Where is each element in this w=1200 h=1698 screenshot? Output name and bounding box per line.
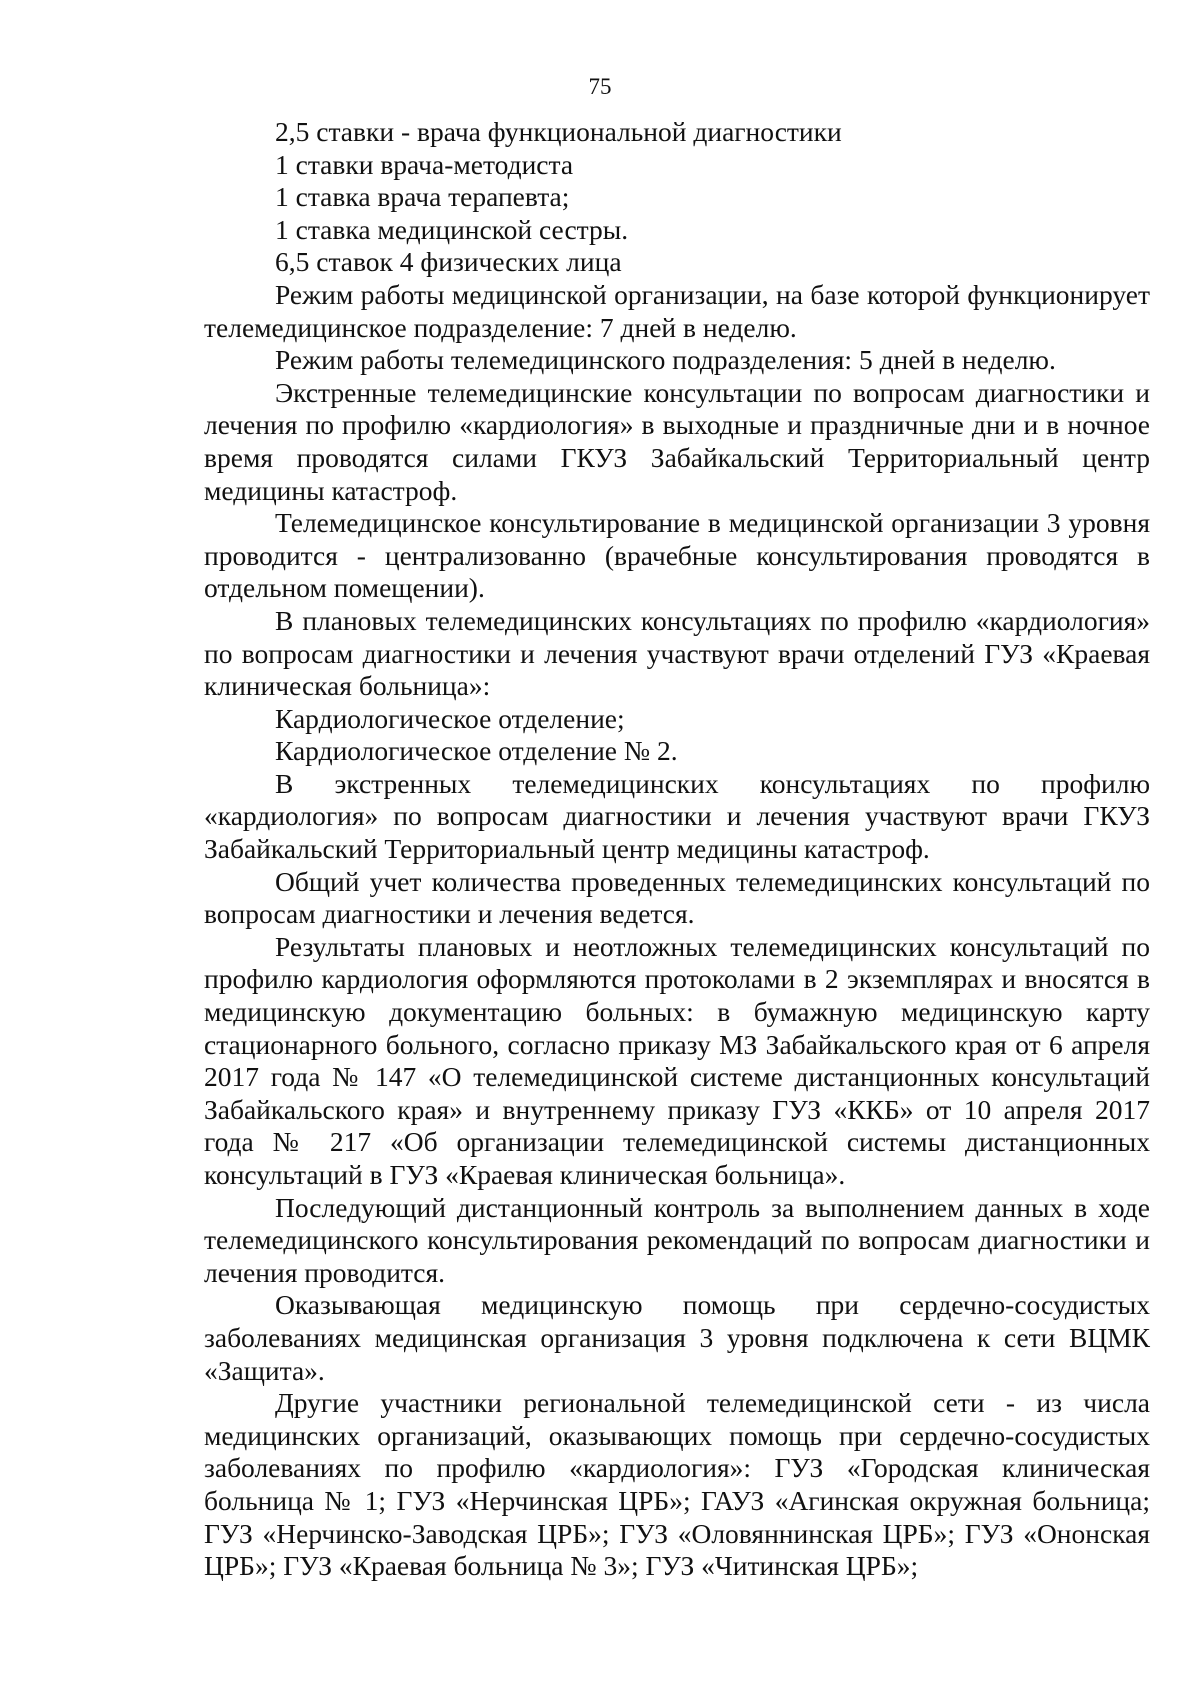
paragraph: 2,5 ставки - врача функциональной диагностики — [275, 116, 842, 147]
page-number: 75 — [588, 74, 612, 99]
paragraph: Оказывающая медицинскую помощь при сердечно-сосудистых заболеваниях медицинская организация 3 уровня подключена к сети ВЦМК «Защита». — [204, 1289, 1150, 1386]
paragraph: Телемедицинское консультирование в медицинской организации 3 уровня проводится - централизованно (врачебные консультирования проводятся в отдельном помещении). — [204, 507, 1150, 604]
paragraph: 1 ставка врача терапевта; — [275, 181, 570, 213]
paragraph: Результаты плановых и неотложных телемедицинских консультаций по профилю кардиология оформляются протоколами в 2 экземплярах и вносятся в медицинскую документацию больных: в бумажную медицинскую карту стационарного больного, согласно приказу МЗ Забайкальского края от 6 апреля 2017 года № 147 «О телемедицинской системе дистанционных консультаций Забайкальского края» и внутреннему приказу ГУЗ «ККБ» от 10 апреля 2017 года № 217 «Об организации телемедицинской системы дистанционных консультаций в ГУЗ «Краевая клиническая больница». — [204, 930, 1150, 1190]
paragraph: Кардиологическое отделение; — [275, 702, 625, 734]
paragraph: Режим работы медицинской организации, на базе которой функционирует телемедицинское подразделение: 7 дней в неделю. — [204, 278, 1150, 343]
paragraph: В экстренных телемедицинских консультациях по профилю «кардиология» по вопросам диагностики и лечения участвуют врачи ГКУЗ Забайкальский Территориальный центр медицины катастроф. — [204, 767, 1150, 865]
paragraph: Общий учет количества проведенных телемедицинских консультаций по вопросам диагностики и лечения ведется. — [204, 865, 1150, 930]
paragraph: Последующий дистанционный контроль за выполнением данных в ходе телемедицинского консультирования рекомендаций по вопросам диагностики и лечения проводится. — [204, 1191, 1150, 1288]
paragraph: Кардиологическое отделение № 2. — [275, 735, 678, 767]
paragraph: Экстренные телемедицинские консультации по вопросам диагностики и лечения по профилю «кардиология» в выходные и праздничные дни и в ночное время проводятся силами ГКУЗ Забайкальский Территориальный центр медицины катастроф. — [204, 376, 1150, 506]
paragraph: В плановых телемедицинских консультациях по профилю «кардиология» по вопросам диагностики и лечения участвуют врачи отделений ГУЗ «Краевая клиническая больница»: — [204, 604, 1150, 702]
paragraph: Другие участники региональной телемедицинской сети - из числа медицинских организаций, оказывающих помощь при сердечно-сосудистых заболеваниях по профилю «кардиология»: ГУЗ «Городская клиническая больница № 1; ГУЗ «Нерчинская ЦРБ»; ГАУЗ «Агинская окружная больница; ГУЗ «Нерчинско-Заводская ЦРБ»; ГУЗ «Оловяннинская ЦРБ»; ГУЗ «Ононская ЦРБ»; ГУЗ «Краевая больница № 3»; ГУЗ «Читинская ЦРБ»; — [204, 1387, 1150, 1582]
paragraph: Режим работы телемедицинского подразделения: 5 дней в неделю. — [275, 344, 1056, 376]
paragraph: 1 ставки врача-методиста — [275, 148, 574, 180]
paragraph: 1 ставка медицинской сестры. — [275, 213, 629, 245]
paragraph: 6,5 ставок 4 физических лица — [275, 246, 622, 278]
document-body — [204, 116, 1150, 1583]
